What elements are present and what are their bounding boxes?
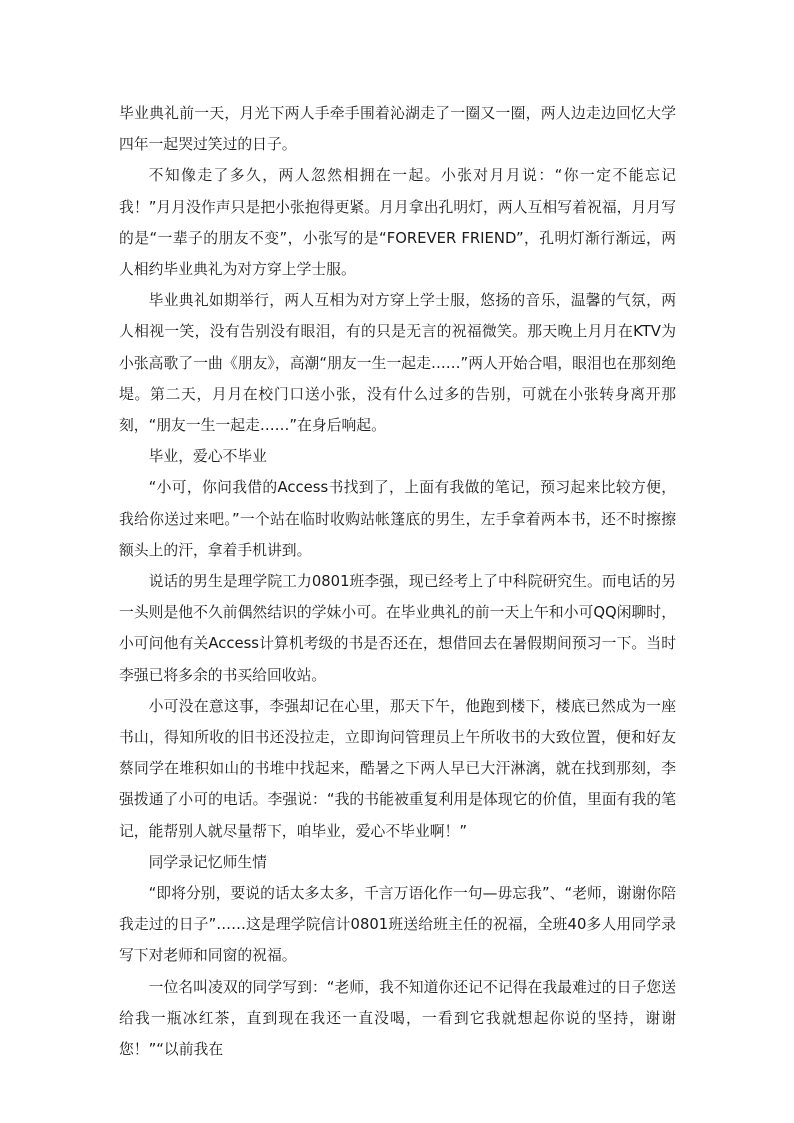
paragraph-li-qiang: 说话的男生是理学院工力0801班李强，现已经考上了中科院研究生。而电话的另一头则是他不久前偶然结识的学妹小可。在毕业典礼的前一天上午和小可QQ闲聊时，小可问他有关Access计算机考级的书是否还在，想借回去在暑假期间预习一下。当时李强已将多余的书买给回收站。: [119, 573, 676, 684]
paragraph-class-wishes: “即将分别，要说的话太多太多，千言万语化作一句—毋忘我”、“老师，谢谢你陪我走过的日子”……这是理学院信计0801班送给班主任的祝福，全班40多人用同学录写下对老师和同窗的祝福。: [119, 885, 676, 965]
paragraph-graduation-eve: 毕业典礼前一天，月光下两人手牵手围着沁湖走了一圈又一圈，两人边走边回忆大学四年一起哭过笑过的日子。: [119, 105, 676, 154]
document-page: [119, 98, 676, 1065]
paragraph-embrace-lantern: 不知像走了多久，两人忽然相拥在一起。小张对月月说：“你一定不能忘记我！”月月没作声只是把小张抱得更紧。月月拿出孔明灯，两人互相写着祝福，月月写的是“一辈子的朋友不变”，小张写的是“FOREVER FRIEND”，孔明灯渐行渐远，两人相约毕业典礼为对方穿上学士服。: [119, 167, 676, 279]
paragraph-ceremony: 毕业典礼如期举行，两人互相为对方穿上学士服，悠扬的音乐，温馨的气氛，两人相视一笑，没有告别没有眼泪，有的只是无言的祝福微笑。那天晚上月月在KTV为小张高歌了一曲《朋友》，高潮“朋友一生一起走……”两人开始合唱，眼泪也在那刻绝堤。第二天，月月在校门口送小张，没有什么过多的告别，可就在小张转身离开那刻，“朋友一生一起走……”在身后响起。: [119, 292, 676, 435]
section-heading-love-not-graduate: 毕业，爱心不毕业: [148, 448, 267, 466]
section-heading-yearbook: 同学录记忆师生情: [148, 853, 267, 871]
paragraph-book-mountain: 小可没在意这事，李强却记在心里，那天下午，他跑到楼下，楼底已然成为一座书山，得知所收的旧书还没拉走，立即询问管理员上午所收书的大致位置，便和好友蔡同学在堆积如山的书堆中找起来，酷暑之下两人早已大汗淋漓，就在找到那刻，李强拨通了小可的电话。李强说：“我的书能被重复利用是体现它的价值，里面有我的笔记，能帮别人就尽量帮下，咱毕业，爱心不毕业啊！”: [119, 697, 676, 840]
paragraph-ling-shuang: 一位名叫凌双的同学写到：“老师，我不知道你还记不记得在我最难过的日子您送给我一瓶冰红茶，直到现在我还一直没喝，一看到它我就想起你说的坚持，谢谢您！”“以前我在: [119, 978, 676, 1059]
paragraph-access-book-call: “小可，你问我借的Access书找到了，上面有我做的笔记，预习起来比较方便，我给你送过来吧。”一个站在临时收购站帐篷底的男生，左手拿着两本书，还不时擦擦额头上的汗，拿着手机讲到。: [119, 479, 676, 559]
